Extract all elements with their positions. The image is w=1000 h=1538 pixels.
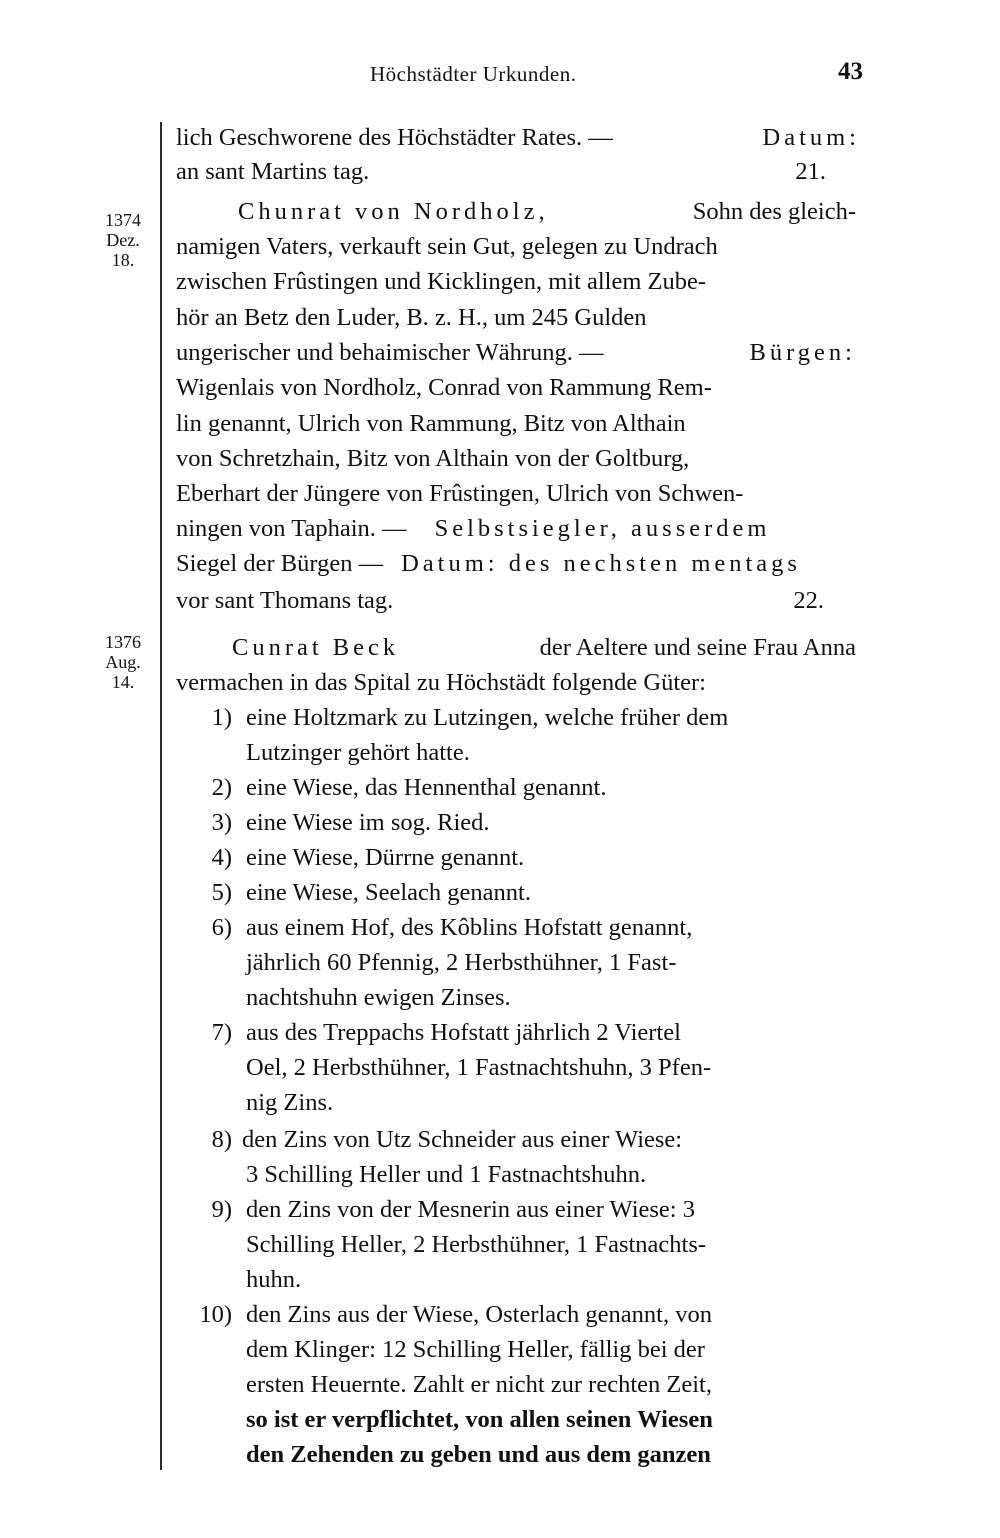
text-segment-spaced: Cunrat Beck bbox=[232, 634, 400, 661]
text-segment: den Zins von der Mesnerin aus einer Wiese: 3 bbox=[246, 1196, 695, 1223]
item-number: 3) bbox=[211, 809, 232, 836]
item-line bbox=[246, 1406, 860, 1434]
text-segment: ungerischer und behaimischer Währung. — bbox=[176, 339, 604, 366]
text-segment: nachtshuhn ewigen Zinses. bbox=[246, 984, 511, 1011]
text-segment: aus einem Hof, des Kôblins Hofstatt genannt, bbox=[246, 914, 693, 941]
text-line bbox=[176, 268, 856, 296]
item-line bbox=[246, 1089, 856, 1117]
item-line bbox=[246, 1266, 856, 1294]
text-segment: Eberhart der Jüngere von Frûstingen, Ulrich von Schwen- bbox=[176, 480, 744, 507]
text-segment: lich Geschworene des Höchstädter Rates. — bbox=[176, 124, 613, 151]
text-segment: jährlich 60 Pfennig, 2 Herbsthühner, 1 Fast- bbox=[246, 949, 677, 976]
text-line bbox=[238, 198, 856, 226]
item-number: 9) bbox=[211, 1196, 232, 1223]
document-number: 22. bbox=[793, 587, 824, 614]
item-line bbox=[246, 1301, 856, 1329]
item-line bbox=[246, 1161, 856, 1189]
item-line bbox=[246, 739, 856, 767]
margin-date-year: 1374 bbox=[105, 210, 141, 230]
item-line bbox=[246, 1196, 856, 1224]
text-segment: vor sant Thomans tag. bbox=[176, 587, 394, 614]
item-number: 2) bbox=[211, 774, 232, 801]
text-segment-spaced: Datum: des nechsten mentags bbox=[401, 550, 801, 577]
text-line bbox=[176, 587, 824, 615]
text-segment: der Aeltere und seine Frau Anna bbox=[539, 634, 856, 661]
text-segment: lin genannt, Ulrich von Rammung, Bitz von Althain bbox=[176, 410, 686, 437]
item-line bbox=[246, 1441, 860, 1469]
text-segment: so ist er verpflichtet, von allen seinen Wiesen bbox=[246, 1406, 713, 1433]
text-segment: den Zins von Utz Schneider aus einer Wiese: bbox=[242, 1126, 683, 1153]
document-number: 21. bbox=[795, 158, 826, 185]
text-segment: dem Klinger: 12 Schilling Heller, fällig bei der bbox=[246, 1336, 705, 1363]
text-segment-spaced: Datum: bbox=[762, 124, 860, 151]
item-line bbox=[246, 879, 856, 907]
item-line bbox=[246, 704, 856, 732]
text-line bbox=[176, 124, 860, 152]
text-line bbox=[232, 634, 856, 662]
margin-date-1374 bbox=[92, 210, 154, 270]
text-segment: Lutzinger gehört hatte. bbox=[246, 739, 470, 766]
text-segment: eine Wiese, das Hennenthal genannt. bbox=[246, 774, 607, 801]
text-line bbox=[176, 158, 826, 186]
text-line bbox=[176, 550, 856, 578]
item-line bbox=[246, 809, 856, 837]
margin-date-month: Dez. bbox=[106, 230, 140, 250]
text-segment: namigen Vaters, verkauft sein Gut, gelegen zu Undrach bbox=[176, 233, 718, 260]
text-segment: 3 Schilling Heller und 1 Fastnachtshuhn. bbox=[246, 1161, 647, 1188]
text-segment: von Schretzhain, Bitz von Althain von der Goltburg, bbox=[176, 445, 690, 472]
text-segment: Wigenlais von Nordholz, Conrad von Rammung Rem- bbox=[176, 374, 712, 401]
page-number: 43 bbox=[838, 58, 863, 85]
margin-rule bbox=[160, 122, 162, 1470]
text-line bbox=[176, 410, 856, 438]
text-segment: Oel, 2 Herbsthühner, 1 Fastnachtshuhn, 3 Pfen- bbox=[246, 1054, 712, 1081]
text-segment-spaced: Bürgen: bbox=[749, 339, 856, 366]
text-line bbox=[176, 233, 856, 261]
running-header: Höchstädter Urkunden. bbox=[370, 62, 577, 86]
margin-date-day: 14. bbox=[111, 672, 135, 692]
item-line bbox=[246, 949, 856, 977]
item-number: 1) bbox=[211, 704, 232, 731]
text-segment: den Zins aus der Wiese, Osterlach genannt, von bbox=[246, 1301, 712, 1328]
item-number: 4) bbox=[211, 844, 232, 871]
text-segment: aus des Treppachs Hofstatt jährlich 2 Viertel bbox=[246, 1019, 681, 1046]
margin-date-1376 bbox=[92, 632, 154, 692]
item-line bbox=[246, 1054, 856, 1082]
text-segment: hör an Betz den Luder, B. z. H., um 245 Gulden bbox=[176, 304, 647, 331]
text-segment: den Zehenden zu geben und aus dem ganzen bbox=[246, 1441, 711, 1468]
text-segment: eine Holtzmark zu Lutzingen, welche früher dem bbox=[246, 704, 729, 731]
item-number: 7) bbox=[211, 1019, 232, 1046]
item-number: 8) bbox=[211, 1126, 232, 1153]
item-line bbox=[246, 984, 856, 1012]
text-segment: eine Wiese, Dürrne genannt. bbox=[246, 844, 525, 871]
text-line bbox=[176, 480, 856, 508]
text-segment: nig Zins. bbox=[246, 1089, 334, 1116]
text-segment-spaced: Selbstsiegler, ausserdem bbox=[434, 515, 771, 542]
text-segment: huhn. bbox=[246, 1266, 302, 1293]
item-number: 10) bbox=[199, 1301, 232, 1328]
text-segment: eine Wiese im sog. Ried. bbox=[246, 809, 490, 836]
item-line bbox=[246, 1336, 856, 1364]
text-line bbox=[176, 374, 856, 402]
text-segment: Siegel der Bürgen — bbox=[176, 550, 384, 577]
margin-date-year: 1376 bbox=[105, 632, 141, 652]
item-line bbox=[246, 1019, 856, 1047]
text-line bbox=[176, 339, 856, 367]
text-segment: ningen von Taphain. — bbox=[176, 515, 407, 542]
text-segment: ersten Heuernte. Zahlt er nicht zur rechten Zeit, bbox=[246, 1371, 712, 1398]
item-line bbox=[246, 1371, 860, 1399]
text-line bbox=[176, 445, 856, 473]
text-segment: an sant Martins tag. bbox=[176, 158, 370, 185]
text-line bbox=[176, 669, 856, 697]
margin-date-day: 18. bbox=[111, 250, 135, 270]
text-line bbox=[176, 515, 856, 543]
text-segment-spaced: Chunrat von Nordholz, bbox=[238, 198, 549, 225]
item-line bbox=[246, 914, 856, 942]
item-line bbox=[246, 1231, 856, 1259]
item-number: 5) bbox=[211, 879, 232, 906]
text-segment: Sohn des gleich- bbox=[692, 198, 856, 225]
item-line bbox=[246, 774, 856, 802]
text-line bbox=[176, 304, 856, 332]
text-segment: vermachen in das Spital zu Höchstädt folgende Güter: bbox=[176, 669, 706, 696]
item-line bbox=[246, 844, 856, 872]
margin-date-month: Aug. bbox=[105, 652, 141, 672]
item-line bbox=[242, 1126, 856, 1154]
text-segment: eine Wiese, Seelach genannt. bbox=[246, 879, 531, 906]
text-segment: Schilling Heller, 2 Herbsthühner, 1 Fastnachts- bbox=[246, 1231, 707, 1258]
text-segment: zwischen Frûstingen und Kicklingen, mit allem Zube- bbox=[176, 268, 707, 295]
item-number: 6) bbox=[211, 914, 232, 941]
